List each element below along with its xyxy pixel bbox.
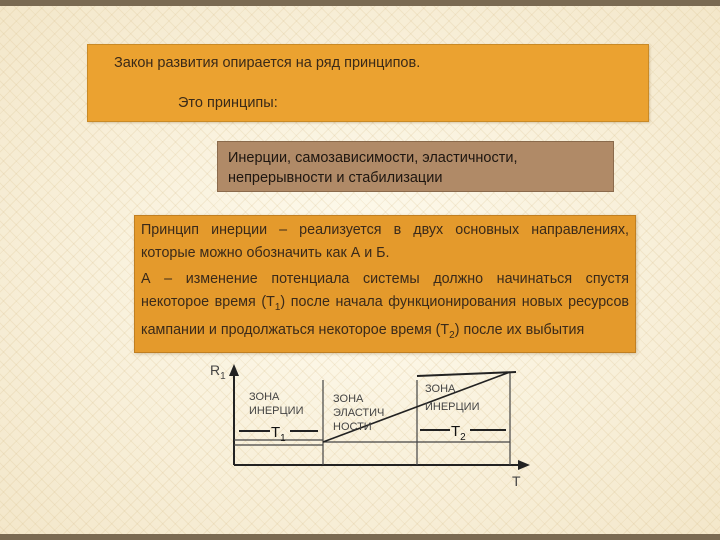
intro-line-2: Это принципы: — [178, 95, 278, 111]
inertia-p2-middle: ) после начала функционирования новых ресурсов кампании и продолжаться некоторое время (Т — [141, 294, 630, 338]
inertia-paragraph-1: Принцип инерции – реализуется в двух основных направлениях, которые можно обозначить как А и Б. — [141, 222, 629, 261]
t2-label: $T_2$ — [451, 423, 466, 443]
zone-1-label-line-1: ЗОНА — [249, 391, 280, 403]
inertia-p2-end: ) после их выбытия — [454, 321, 585, 338]
zone-2-label-line-1: ЗОНА — [333, 393, 364, 405]
principles-line-1: Инерции, самозависимости, эластичности, — [228, 150, 518, 166]
inertia-p2-sub-t2: 2 — [449, 329, 455, 341]
zone-2-label-line-2: ЭЛАСТИЧ — [333, 407, 385, 419]
x-axis-arrow — [518, 460, 530, 470]
zone-3-label-line-2: ИНЕРЦИИ — [425, 401, 480, 413]
zone-2-label-line-3: НОСТИ — [333, 421, 372, 433]
x-axis-label: T — [512, 473, 521, 489]
t1-label: $T_1$ — [271, 424, 286, 444]
y-axis-label: $R_1$ — [210, 362, 226, 382]
zone-3-label-line-1: ЗОНА — [425, 383, 456, 395]
inertia-p2-start: А – изменение потенциала системы должно начинаться спустя некоторое время (Т — [141, 271, 629, 310]
y-axis-arrow — [229, 364, 239, 376]
inertia-p2-sub-t1: 1 — [274, 301, 281, 313]
principles-line-2: непрерывности и стабилизации — [228, 170, 443, 186]
zone-1-label-line-2: ИНЕРЦИИ — [249, 405, 304, 417]
intro-line-1: Закон развития опирается на ряд принципов. — [114, 55, 421, 71]
bottom-frame-bar — [0, 534, 720, 540]
